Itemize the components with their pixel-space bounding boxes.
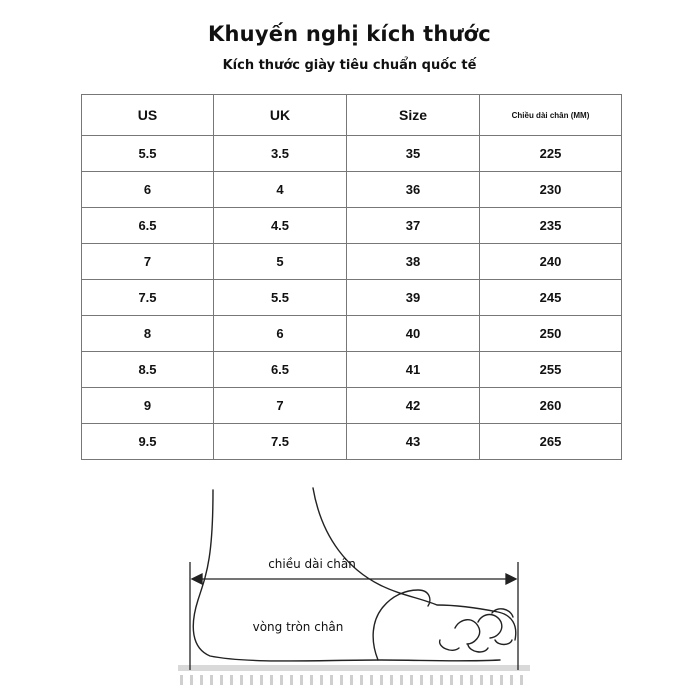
cell-size: 35 — [347, 136, 480, 172]
header-us: US — [82, 95, 214, 136]
foot-outline — [193, 488, 515, 661]
arrow-right-icon — [506, 574, 516, 584]
header-foot-length: Chiều dài chân (MM) — [480, 95, 622, 136]
cell-us: 8.5 — [82, 352, 214, 388]
cell-foot-length: 245 — [480, 280, 622, 316]
cell-foot-length: 230 — [480, 172, 622, 208]
cell-size: 36 — [347, 172, 480, 208]
table-header-row — [82, 95, 622, 136]
cell-foot-length: 255 — [480, 352, 622, 388]
cell-uk: 7.5 — [214, 424, 347, 460]
cell-uk: 5.5 — [214, 280, 347, 316]
cell-us: 7.5 — [82, 280, 214, 316]
table-row — [82, 280, 622, 316]
cell-uk: 4 — [214, 172, 347, 208]
length-guide — [190, 562, 518, 670]
table-row — [82, 244, 622, 280]
cell-uk: 7 — [214, 388, 347, 424]
cell-foot-length: 240 — [480, 244, 622, 280]
cell-us: 7 — [82, 244, 214, 280]
table-row — [82, 208, 622, 244]
ground — [178, 665, 530, 685]
cell-foot-length: 235 — [480, 208, 622, 244]
arrow-left-icon — [192, 574, 202, 584]
header-size: Size — [347, 95, 480, 136]
cell-us: 9 — [82, 388, 214, 424]
cell-uk: 6 — [214, 316, 347, 352]
girth-label: vòng tròn chân — [252, 620, 344, 634]
cell-uk: 4.5 — [214, 208, 347, 244]
cell-size: 38 — [347, 244, 480, 280]
foot-measurement-diagram — [0, 470, 699, 699]
cell-size: 43 — [347, 424, 480, 460]
cell-size: 42 — [347, 388, 480, 424]
cell-foot-length: 260 — [480, 388, 622, 424]
table-row — [82, 136, 622, 172]
cell-foot-length: 250 — [480, 316, 622, 352]
table-row — [82, 388, 622, 424]
cell-us: 6 — [82, 172, 214, 208]
cell-uk: 5 — [214, 244, 347, 280]
cell-uk: 6.5 — [214, 352, 347, 388]
table-row — [82, 316, 622, 352]
cell-foot-length: 225 — [480, 136, 622, 172]
cell-us: 9.5 — [82, 424, 214, 460]
cell-us: 5.5 — [82, 136, 214, 172]
size-table — [81, 94, 622, 460]
length-label: chiều dài chân — [268, 557, 356, 571]
table-row — [82, 172, 622, 208]
table-row — [82, 352, 622, 388]
cell-us: 8 — [82, 316, 214, 352]
cell-us: 6.5 — [82, 208, 214, 244]
table-body — [82, 136, 622, 460]
cell-size: 40 — [347, 316, 480, 352]
cell-foot-length: 265 — [480, 424, 622, 460]
table-row — [82, 424, 622, 460]
cell-size: 41 — [347, 352, 480, 388]
page-subtitle: Kích thước giày tiêu chuẩn quốc tế — [222, 58, 477, 73]
cell-size: 37 — [347, 208, 480, 244]
header-uk: UK — [214, 95, 347, 136]
cell-uk: 3.5 — [214, 136, 347, 172]
cell-size: 39 — [347, 280, 480, 316]
page-title: Khuyến nghị kích thước — [208, 22, 491, 46]
